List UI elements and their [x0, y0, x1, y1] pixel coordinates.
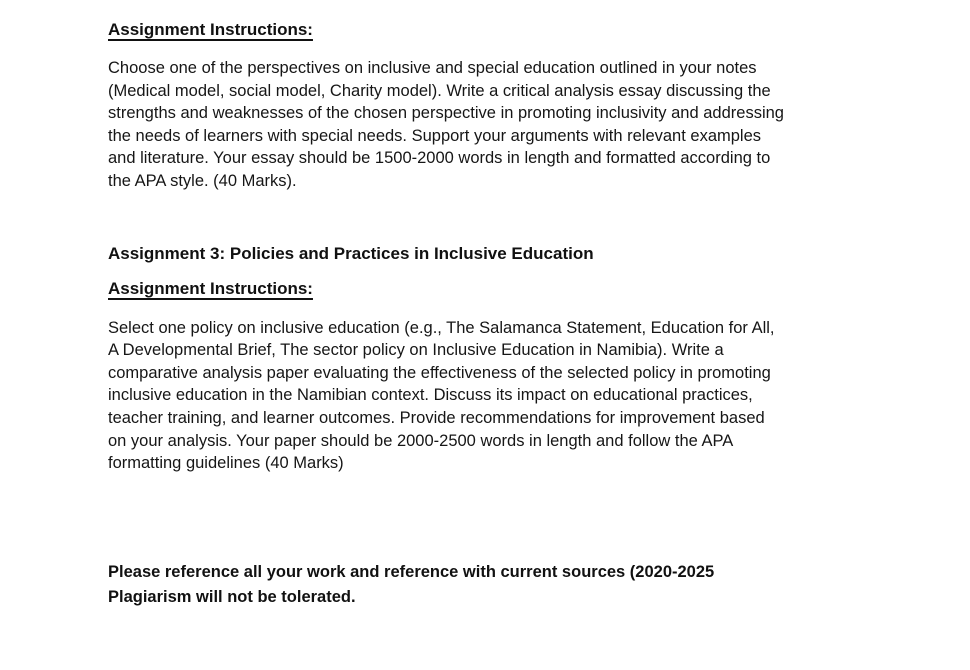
text-line: Please reference all your work and reference with current sources (2020-2025	[108, 562, 715, 581]
text-line: inclusive education in the Namibian context. Discuss its impact on educational practices,	[108, 386, 753, 405]
text-line: (Medical model, social model, Charity model). Write a critical analysis essay discussing the	[108, 81, 771, 100]
text-line: A Developmental Brief, The sector policy on Inclusive Education in Namibia). Write a	[108, 341, 724, 360]
text-line: the needs of learners with special needs. Support your arguments with relevant examples	[108, 126, 762, 145]
text-line: Plagiarism will not be tolerated.	[108, 587, 356, 606]
text-line: the APA style. (40 Marks).	[108, 171, 297, 190]
text-line: Select one policy on inclusive education (e.g., The Salamanca Statement, Education for All,	[108, 318, 775, 337]
assignment2-instructions-heading: Assignment Instructions:	[108, 20, 313, 39]
assignment3-title: Assignment 3: Policies and Practices in Inclusive Education	[108, 243, 594, 263]
assignment3-instructions-heading: Assignment Instructions:	[108, 278, 313, 298]
assignment3-instructions-paragraph	[108, 317, 880, 475]
text-line: formatting guidelines (40 Marks)	[108, 454, 344, 473]
referencing-plagiarism-notice	[108, 560, 880, 610]
text-line: teacher training, and learner outcomes. Provide recommendations for improvement based	[108, 408, 765, 427]
text-line: comparative analysis paper evaluating the effectiveness of the selected policy in promoting	[108, 363, 771, 382]
text-line: and literature. Your essay should be 1500-2000 words in length and formatted according to	[108, 149, 771, 168]
text-line: on your analysis. Your paper should be 2000-2500 words in length and follow the APA	[108, 431, 734, 450]
assignment2-instructions-paragraph	[108, 57, 880, 193]
text-line: strengths and weaknesses of the chosen perspective in promoting inclusivity and addressing	[108, 104, 784, 123]
text-line: Choose one of the perspectives on inclusive and special education outlined in your notes	[108, 59, 757, 77]
